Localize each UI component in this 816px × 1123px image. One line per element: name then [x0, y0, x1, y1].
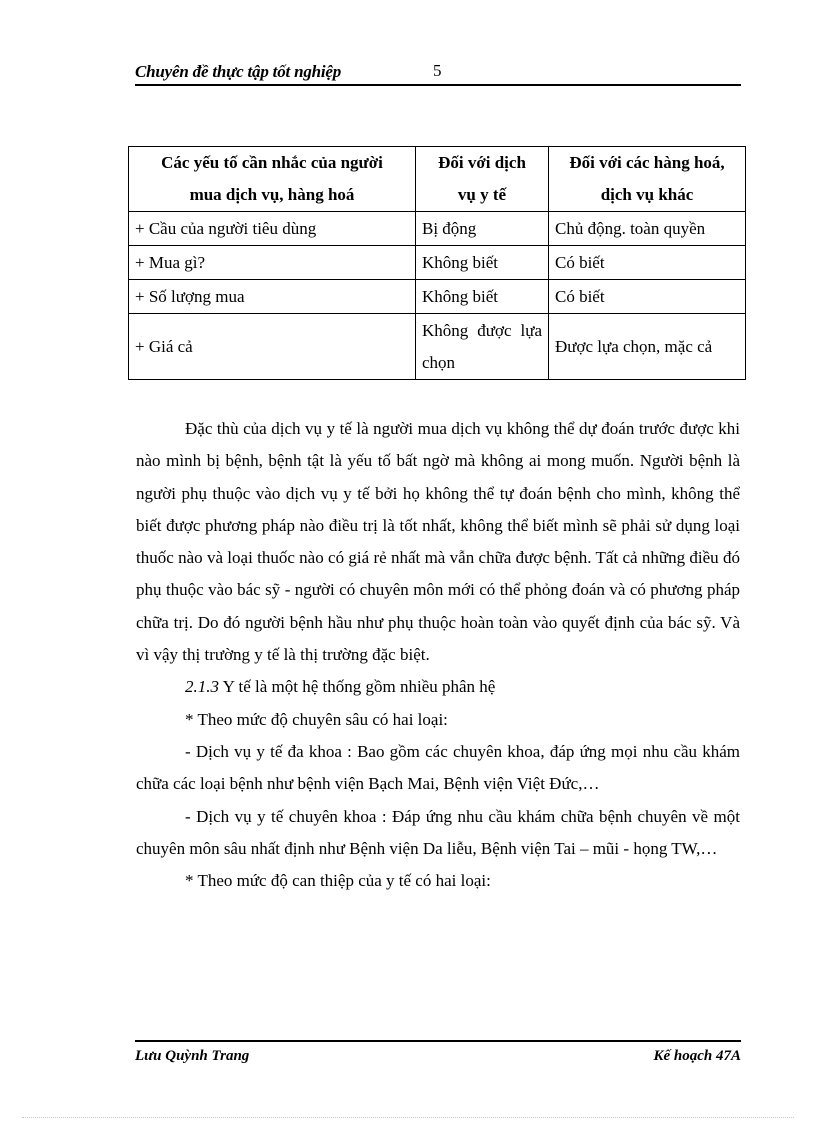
header-line: vụ y tế: [457, 185, 507, 204]
footer-author: Lưu Quỳnh Trang: [135, 1048, 250, 1064]
header-line: dịch vụ khác: [600, 185, 694, 204]
paragraph: * Theo mức độ can thiệp của y tế có hai loại:: [185, 871, 491, 891]
paragraph: * Theo mức độ chuyên sâu có hai loại:: [185, 709, 448, 729]
header-line: Đối với các hàng hoá,: [569, 153, 725, 172]
header-title: Chuyên đề thực tập tốt nghiệp: [135, 62, 342, 81]
table-row: [129, 280, 746, 314]
table-cell: Không được lựa chọn: [416, 314, 549, 380]
header-cell-other-goods: [549, 147, 746, 212]
header-cell-medical: [416, 147, 549, 212]
table-cell: Có biết: [549, 280, 746, 314]
table-cell: Chủ động. toàn quyền: [549, 212, 746, 246]
table-cell: Không biết: [416, 246, 549, 280]
section-heading: [136, 671, 740, 703]
table-row: [129, 212, 746, 246]
table-cell: Được lựa chọn, mặc cả: [549, 314, 746, 380]
table-header-row: [129, 147, 746, 212]
table-cell: Bị động: [416, 212, 549, 246]
table-row: [129, 246, 746, 280]
comparison-table: [128, 146, 746, 380]
paragraph: - Dịch vụ y tế chuyên khoa : Đáp ứng nhu cầu khám chữa bệnh chuyên về một chuyên môn sâu nhất định như Bệnh viện Da liễu, Bệnh viện Tai – mũi - họng TW,…: [136, 806, 740, 858]
header-cell-factors: [129, 147, 416, 212]
table-row: [129, 314, 746, 380]
table-cell: Không biết: [416, 280, 549, 314]
header-line: Đối với dịch: [438, 153, 526, 172]
header-line: Các yếu tố cần nhắc của người: [161, 153, 383, 172]
table-cell: + Mua gì?: [129, 246, 416, 280]
header-line: mua dịch vụ, hàng hoá: [189, 185, 355, 204]
table-cell: + Cầu của người tiêu dùng: [129, 212, 416, 246]
page-footer: [135, 1040, 741, 1064]
table-cell: Có biết: [549, 246, 746, 280]
footer-class: Kế hoạch 47A: [653, 1048, 741, 1064]
page-edge-divider: [22, 1117, 794, 1118]
table-cell: + Giá cả: [129, 314, 416, 380]
paragraph: Đặc thù của dịch vụ y tế là người mua dịch vụ không thể dự đoán trước được khi nào mình bị bệnh, bệnh tật là yếu tố bất ngờ mà không ai mong muốn. Người bệnh là người phụ thuộc vào dịch vụ y tế bởi họ không thể tự đoán bệnh cho mình, không thể biết được phương pháp nào điều trị là tốt nhất, không thể biết mình sẽ phải sử dụng loại thuốc nào và loại thuốc nào có giá rẻ nhất mà vẫn chữa được bệnh. Tất cả những điều đó phụ thuộc vào bác sỹ - người có chuyên môn mới có thể phỏng đoán và có phương pháp chữa trị. Do đó người bệnh hầu như phụ thuộc hoàn toàn vào quyết định của bác sỹ. Và vì vậy thị trường y tế là thị trường đặc biệt.: [136, 419, 740, 665]
page-header: [135, 58, 741, 86]
section-title: Y tế là một hệ thống gồm nhiều phân hệ: [222, 677, 496, 697]
paragraph: - Dịch vụ y tế đa khoa : Bao gồm các chuyên khoa, đáp ứng mọi nhu cầu khám chữa các loại bệnh như bệnh viện Bạch Mai, Bệnh viện Việt Đức,…: [136, 741, 740, 794]
table-cell: + Số lượng mua: [129, 280, 416, 314]
page-number: 5: [433, 61, 442, 80]
section-number: 2.1.3: [185, 677, 219, 697]
body-text: [136, 413, 740, 897]
